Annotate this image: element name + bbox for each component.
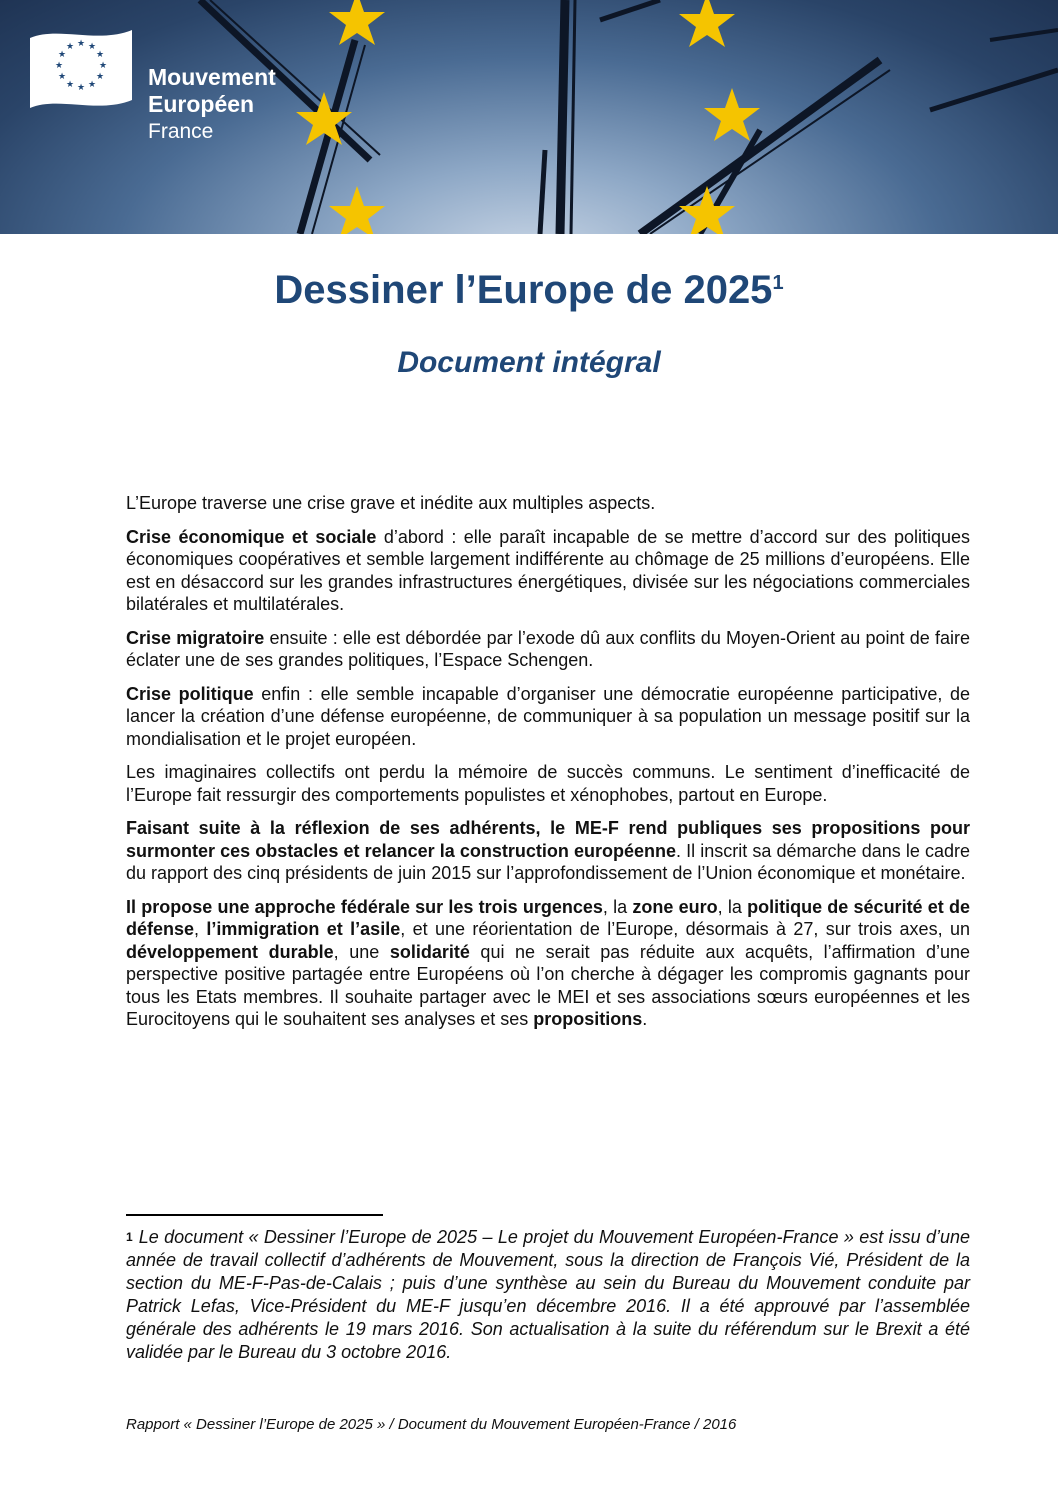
- paragraph-migration-crisis: [126, 627, 970, 672]
- paragraph-economic-crisis: [126, 526, 970, 616]
- text: , une: [333, 941, 390, 962]
- bold-text: Crise politique: [126, 683, 254, 704]
- bold-text: Crise migratoire: [126, 627, 265, 648]
- svg-text:★: ★: [76, 83, 86, 93]
- svg-text:★: ★: [98, 61, 108, 71]
- document-title: [0, 268, 1058, 313]
- footnote: [126, 1226, 970, 1364]
- svg-text:★: ★: [95, 72, 105, 82]
- svg-text:★: ★: [87, 42, 97, 52]
- logo-wordmark: [148, 64, 276, 145]
- logo-line-3: France: [148, 120, 214, 143]
- bold-text: développement durable: [126, 941, 334, 962]
- bold-text: l’immigration et l’asile: [206, 919, 401, 939]
- document-subtitle: Document intégral: [397, 346, 661, 379]
- bold-text: Il propose une approche fédérale sur les trois urgences: [126, 896, 603, 917]
- footnote-text: Le document « Dessiner l’Europe de 2025 – Le projet du Mouvement Européen-France » est issu d’une année de travail collectif d’adhérents de Mouvement, sous la direction de François Vié, Président de la section du ME-F-Pas-de-Calais ; puis d’une synthèse au sein du Bureau du Mouvement conduite par Patrick Lefas, Vice-Président du ME-F jusqu’en décembre 2016. Il a été approuvé par l’assemblée générale des adhérents le 19 mars 2016. Son actualisation à la suite du référendum sur le Brexit a été validée par le Bureau du 3 octobre 2016.: [126, 1227, 970, 1362]
- paragraph-mef-proposals: [126, 817, 970, 885]
- text: .: [642, 1009, 648, 1029]
- svg-text:★: ★: [57, 72, 67, 82]
- document-body: [126, 492, 970, 1042]
- text: ensuite : elle est débordée par l’exode dû aux conflits du Moyen-Orient au point de faire éclater une de ses grandes politiques, l’Espace Schengen.: [126, 627, 970, 670]
- star-icon: [329, 0, 385, 45]
- text: ,: [194, 919, 207, 939]
- title-text: Dessiner l’Europe de 2025: [274, 268, 773, 312]
- paragraph-federal-approach: [126, 896, 970, 1031]
- text: enfin : elle semble incapable d’organiser une démocratie européenne participative, de lancer la création d’une défense européenne, de communiquer à sa population un message positif sur la mondialisation et le projet européen.: [126, 683, 971, 749]
- svg-text:★: ★: [95, 50, 105, 60]
- eu-flag-logo-icon: [28, 26, 134, 112]
- footnote-divider: [126, 1214, 383, 1216]
- svg-text:★: ★: [65, 42, 75, 52]
- text: , la: [602, 896, 633, 917]
- svg-text:★: ★: [87, 80, 97, 90]
- text: , la: [717, 896, 748, 917]
- text: , et une réorientation de l’Europe, désormais à 27, sur trois axes, un: [400, 919, 970, 939]
- title-footnote-ref: 1: [772, 272, 784, 294]
- bold-text: propositions: [533, 1009, 643, 1029]
- logo-line-1: Mouvement: [148, 64, 276, 90]
- text: qui ne serait pas réduite aux acquêts, l’affirmation d’une perspective positive partagée entre Européens où l’on cherche à dégager les compromis gagnants pour tous les Etats membres. Il souhaite partager avec le MEI et ses associations sœurs européennes et les Eurocitoyens qui le souhaitent ses analyses et ses: [126, 941, 970, 1029]
- page-footer: Rapport « Dessiner l’Europe de 2025 » / Document du Mouvement Européen-France / 2016: [126, 1416, 737, 1433]
- footnote-number: 1: [126, 1230, 133, 1244]
- bold-text: Crise économique et sociale: [126, 526, 377, 547]
- bold-text: Faisant suite à la réflexion de ses adhérents, le ME-F rend publiques ses propositions pour surmonter ces obstacles et relancer la construction européenne: [126, 818, 970, 861]
- svg-text:★: ★: [76, 39, 86, 49]
- text: d’abord : elle paraît incapable de se mettre d’accord sur des politiques économiques coopératives et semble largement indifférente au chômage de 25 millions d’européens. Elle est en désaccord sur les grandes infrastructures énergétiques, divisée sur les négociations commerciales bilatérales et multilatérales.: [126, 526, 970, 614]
- bold-text: politique de sécurité et de défense: [126, 896, 971, 939]
- bold-text: zone euro: [632, 896, 718, 917]
- bold-text: solidarité: [389, 941, 470, 962]
- header-banner: [0, 0, 1058, 234]
- paragraph-intro: L’Europe traverse une crise grave et inédite aux multiples aspects.: [126, 493, 656, 513]
- svg-text:★: ★: [65, 80, 75, 90]
- text: . Il inscrit sa démarche dans le cadre du rapport des cinq présidents de juin 2015 sur l’approfondissement de l’Union économique et monétaire.: [126, 840, 971, 883]
- paragraph-political-crisis: [126, 683, 970, 751]
- star-icon: [679, 0, 735, 47]
- svg-text:★: ★: [54, 61, 64, 71]
- star-icon: [704, 88, 760, 141]
- star-icon: [329, 186, 385, 234]
- svg-text:★: ★: [57, 50, 67, 60]
- paragraph-collective-imagination: Les imaginaires collectifs ont perdu la mémoire de succès communs. Le sentiment d’inefficacité de l’Europe fait ressurgir des comportements populistes et xénophobes, partout en Europe.: [126, 762, 970, 805]
- logo-line-2: Européen: [148, 91, 255, 117]
